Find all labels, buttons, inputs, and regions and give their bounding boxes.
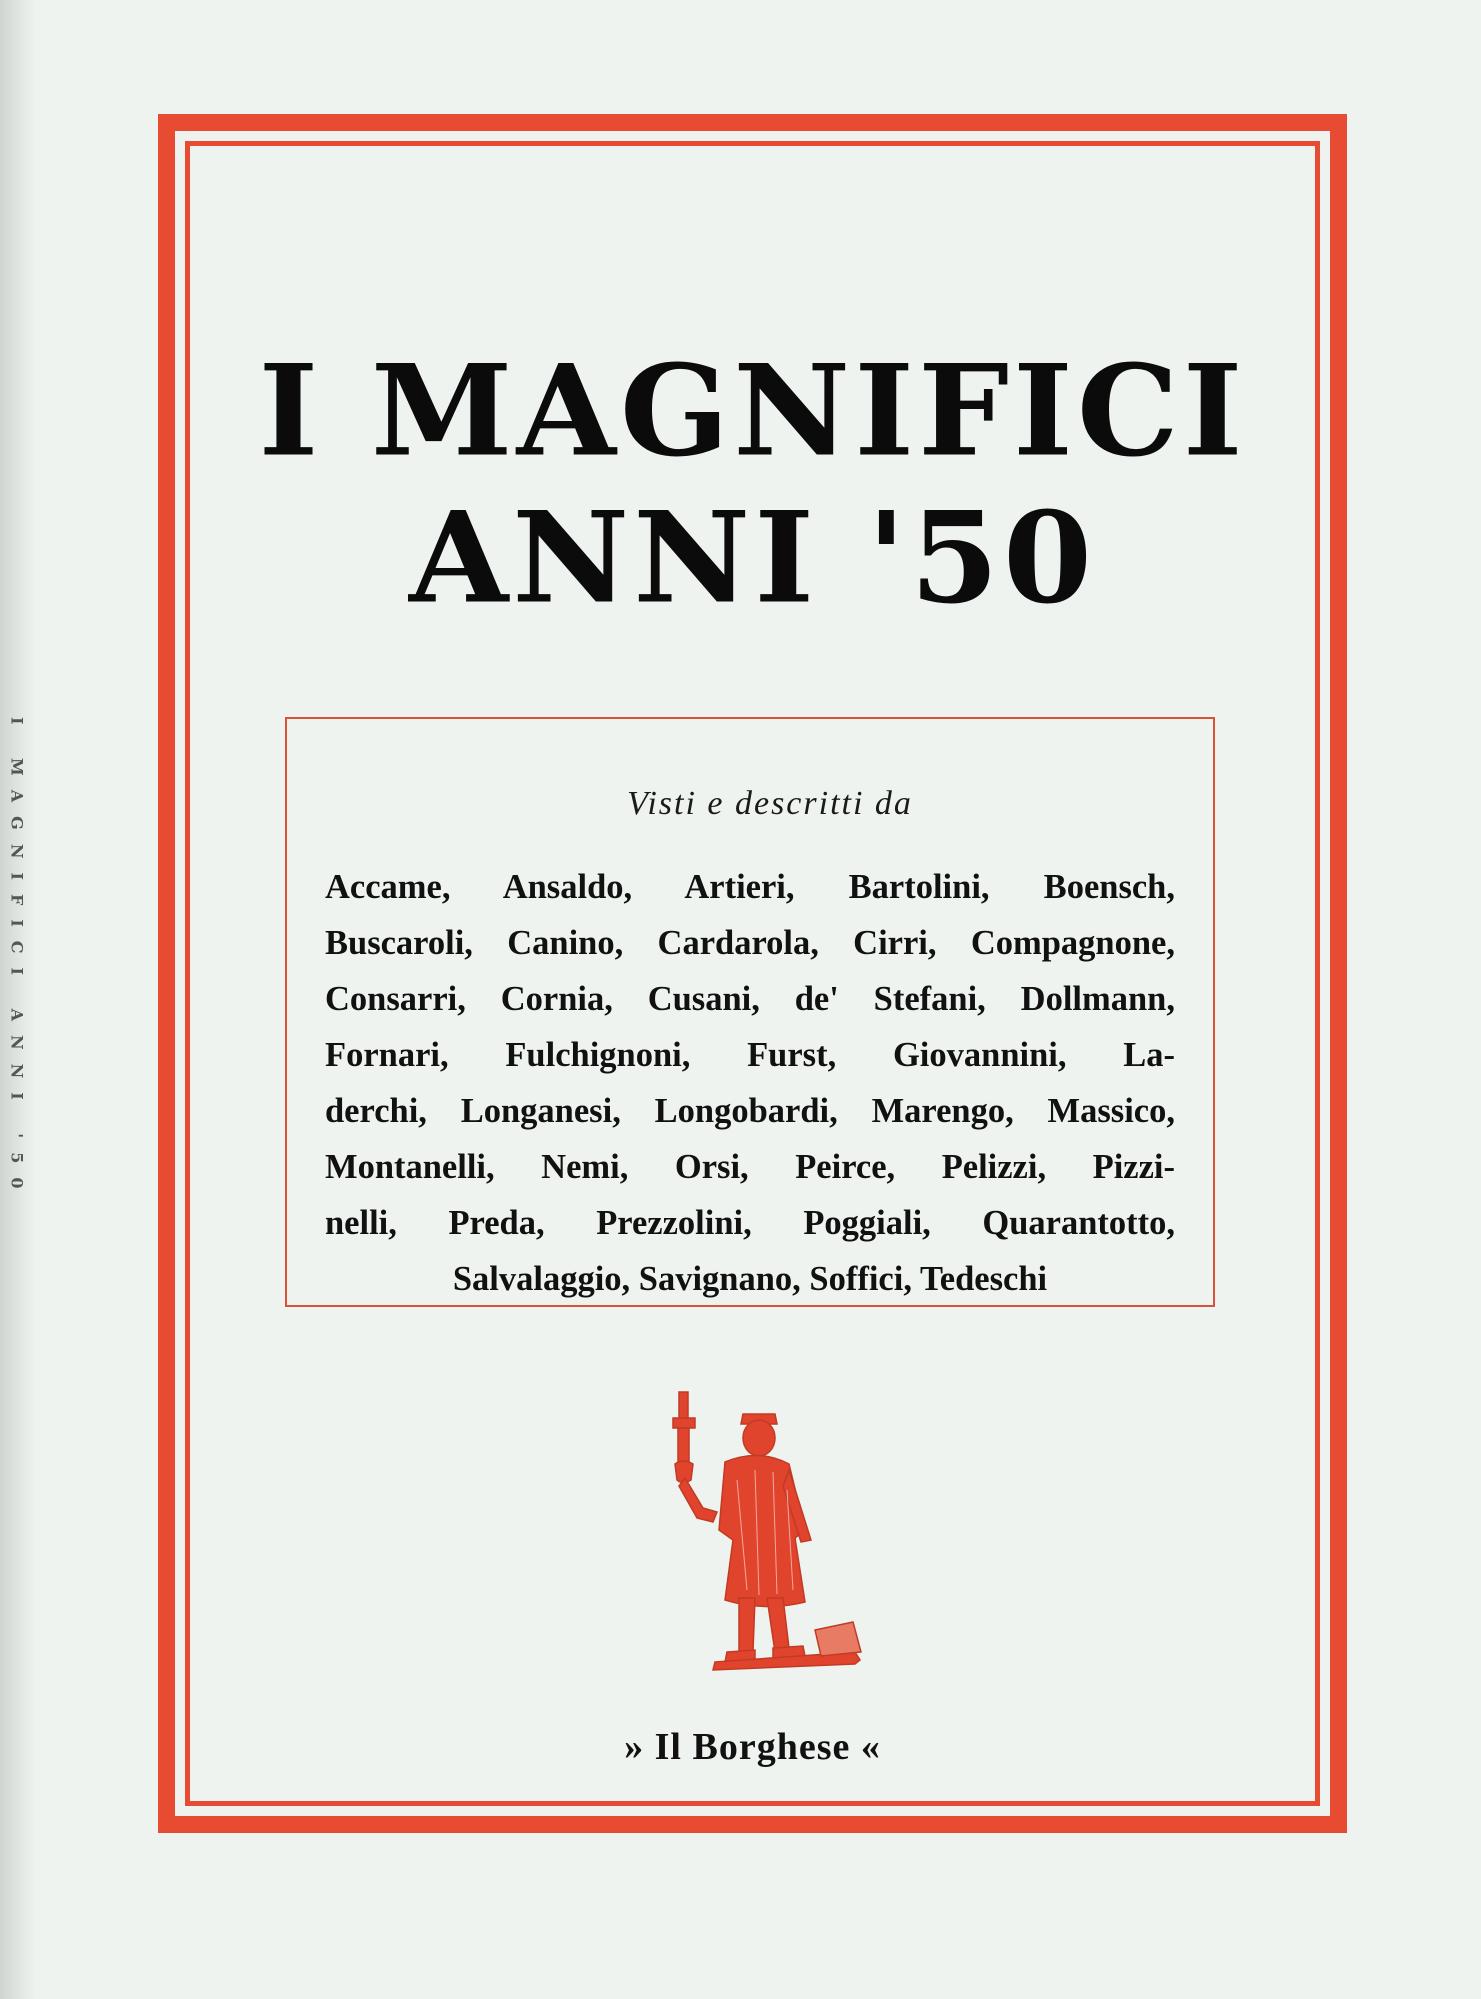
title-line-2: ANNI '50 xyxy=(408,485,1097,632)
author-line: derchi, Longanesi, Longobardi, Marengo, Massico, xyxy=(325,1092,1175,1130)
author-line: Accame, Ansaldo, Artieri, Bartolini, Boensch, xyxy=(325,868,1175,906)
author-line: Fornari, Fulchignoni, Furst, Giovannini, La- xyxy=(325,1036,1175,1074)
authors-list xyxy=(325,859,1175,1307)
author-line: Consarri, Cornia, Cusani, de' Stefani, Dollmann, xyxy=(325,980,1175,1018)
book-title xyxy=(185,338,1320,632)
author-line: Salvalaggio, Savignano, Soffici, Tedeschi xyxy=(452,1260,1048,1298)
spine-title-text: I MAGNIFICI ANNI '50 xyxy=(7,717,27,1203)
title-line-1: I MAGNIFICI xyxy=(258,338,1247,485)
publisher-name: » Il Borghese « xyxy=(624,1726,881,1768)
author-line: Montanelli, Nemi, Orsi, Peirce, Pelizzi, Pizzi- xyxy=(325,1148,1175,1186)
man-holding-torch-emblem xyxy=(655,1390,865,1680)
author-line: Buscaroli, Canino, Cardarola, Cirri, Compagnone, xyxy=(325,924,1175,962)
spine-title xyxy=(6,470,28,1450)
subtitle: Visti e descritti da xyxy=(627,785,913,822)
author-line: nelli, Preda, Prezzolini, Poggiali, Quarantotto, xyxy=(325,1204,1175,1242)
